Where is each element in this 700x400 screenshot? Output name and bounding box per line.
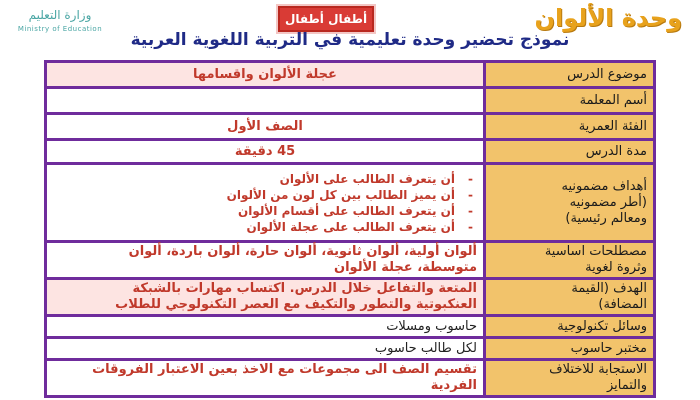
label-line: والتمايز <box>606 378 647 393</box>
list-item: - أن يتعرف الطالب على الألوان <box>53 171 455 187</box>
row-label: مدة الدرس <box>485 140 655 164</box>
label-line: الهدف (القيمة <box>571 281 647 296</box>
row-value <box>46 164 485 242</box>
list-item: - أن يتعرف الطالب على أقسام الألوان <box>53 203 455 219</box>
row-value: حاسوب ومسلات <box>46 316 485 338</box>
value-line: المتعة والتفاعل خلال الدرس. اكتساب مهارات بالشبكة <box>132 281 477 296</box>
row-label: أسم المعلمة <box>485 88 655 114</box>
goals-list <box>53 171 477 235</box>
row-value: عجلة الألوان واقسامها <box>46 62 485 88</box>
list-item: - أن يتعرف الطالب على عجلة الألوان <box>53 219 455 235</box>
row-value: الصف الأول <box>46 114 485 140</box>
value-line: ألوان أولية، ألوان ثانوية، ألوان حارة، ألوان باردة، ألوان <box>128 244 477 259</box>
unit-title: وحدة الألوان <box>534 4 682 32</box>
table-row <box>46 360 655 397</box>
row-value <box>46 360 485 397</box>
row-label: وسائل تكنولوجية <box>485 316 655 338</box>
label-line: وثروة لغوية <box>585 260 647 275</box>
label-line: مصطلحات اساسية <box>544 244 647 259</box>
value-line: العنكبوتية والتطور والتكيف مع العصر التكنولوجي للطلاب <box>115 297 477 312</box>
row-label: مختبر حاسوب <box>485 338 655 360</box>
label-line: الاستجابة للاختلاف <box>549 362 647 377</box>
table-row <box>46 279 655 316</box>
label-line: ومعالم رئيسية) <box>565 210 647 226</box>
row-label <box>485 279 655 316</box>
table-row <box>46 316 655 338</box>
header <box>0 0 700 56</box>
value-line: الفردية <box>430 378 477 393</box>
table-row <box>46 114 655 140</box>
row-label <box>485 360 655 397</box>
label-line: أهداف مضمونيه <box>561 178 647 194</box>
label-line: المضافة) <box>598 297 647 312</box>
logo-english-text: Ministry of Education <box>17 25 103 33</box>
table-row <box>46 242 655 279</box>
value-line: تقسيم الصف الى مجموعات مع الاخذ بعين الاعتبار الفروقات <box>92 362 477 377</box>
logo-arabic-text: وزارة التعليم <box>28 8 92 22</box>
stamp-badge: أطفال أطفال <box>278 6 374 32</box>
row-value: لكل طالب حاسوب <box>46 338 485 360</box>
value-line: متوسطة، عجلة الألوان <box>334 260 477 275</box>
row-label: الفئة العمرية <box>485 114 655 140</box>
row-label: موضوع الدرس <box>485 62 655 88</box>
page-subtitle: نموذج تحضير وحدة تعليمية في التربية اللغوية العربية <box>130 30 570 50</box>
row-label <box>485 164 655 242</box>
table-row <box>46 164 655 242</box>
row-value <box>46 279 485 316</box>
row-value <box>46 88 485 114</box>
table-row <box>46 88 655 114</box>
table-row <box>46 62 655 88</box>
table-row <box>46 140 655 164</box>
row-value: 45 دقيقة <box>46 140 485 164</box>
row-value <box>46 242 485 279</box>
lesson-plan-table <box>44 60 656 398</box>
label-line: (أطر مضمونيه <box>569 194 647 210</box>
row-label <box>485 242 655 279</box>
list-item: - أن يميز الطالب بين كل لون من الألوان <box>53 187 455 203</box>
table-row <box>46 338 655 360</box>
